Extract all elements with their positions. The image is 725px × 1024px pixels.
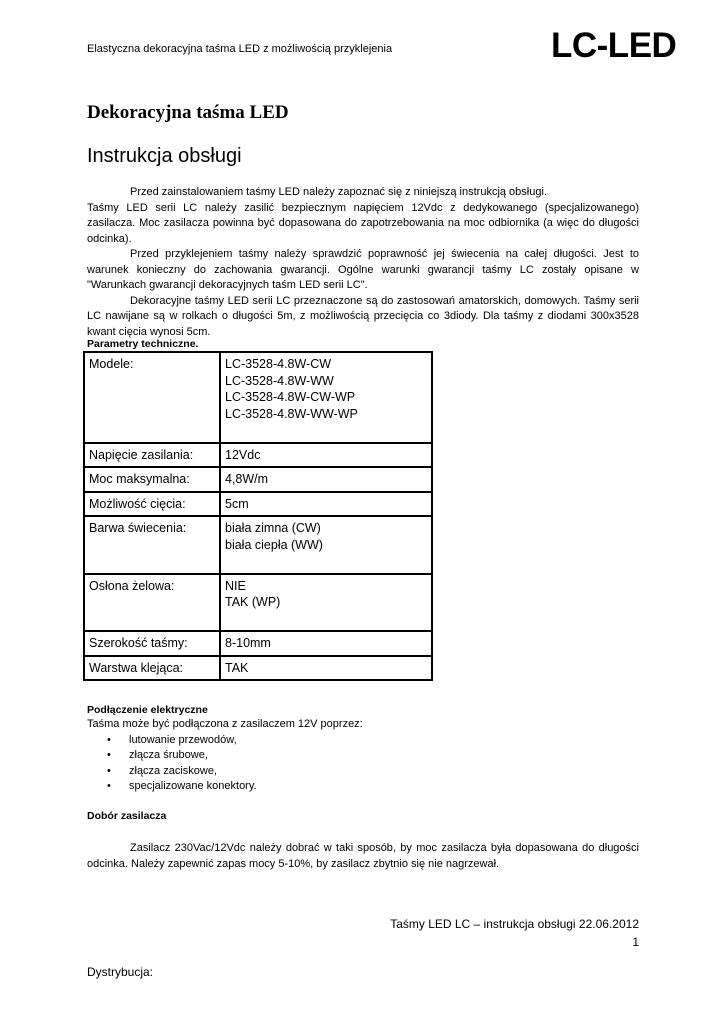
intro-paragraph: Taśmy LED serii LC należy zasilić bezpiecznym napięciem 12Vdc z dedykowanego (specjalizowanego) zasilacza. Moc zasilacza powinna być dopasowana do zapotrzebowania na moc odbiornika (a więc do długości odcinka).	[87, 201, 639, 245]
bullet-icon: •	[107, 734, 111, 746]
list-item	[87, 748, 257, 763]
param-value	[220, 467, 432, 492]
connection-title: Podłączenie elektryczne	[87, 704, 208, 716]
param-label: Możliwość cięcia:	[84, 492, 220, 517]
param-label: Modele:	[84, 352, 220, 443]
param-value-line: TAK	[225, 660, 249, 675]
param-value-line: biała zimna (CW)	[225, 521, 321, 535]
param-value-line: 12Vdc	[225, 447, 261, 462]
param-value-line: 4,8W/m	[225, 472, 269, 486]
list-item	[87, 764, 257, 779]
intro-paragraph: Dekoracyjne taśmy LED serii LC przeznaczone są do zastosowań amatorskich, domowych. Taśmy serii LC nawijane są w rolkach o długości 5m, z możliwością przecięcia co 3diody. Dla taśmy z diodami 300x3528 kwant cięcia wynosi 5cm.	[87, 294, 639, 338]
param-value	[220, 443, 432, 468]
intro-paragraph: Przed przyklejeniem taśmy należy sprawdzić poprawność jej świecenia na całej długości. Jest to warunek konieczny do zachowania gwarancji. Ogólne warunki gwarancji taśmy LC zostały opisane w "Warunkach gwarancji dekoracyjnych taśm LED serii LC".	[87, 248, 639, 291]
param-label: Barwa świecenia:	[84, 516, 220, 574]
param-label: Napięcie zasilania:	[84, 443, 220, 468]
param-value-line: LC-3528-4.8W-WW-WP	[225, 406, 358, 421]
param-value-line	[225, 553, 427, 570]
document-title: Dekoracyjna taśma LED	[87, 102, 289, 123]
param-value	[220, 492, 432, 517]
brand-logo-text: LC-LED	[551, 26, 677, 65]
intro-text	[87, 185, 639, 340]
table-row	[84, 467, 432, 492]
connection-list	[87, 733, 257, 794]
param-value-line: TAK (WP)	[225, 595, 281, 609]
param-value	[220, 656, 432, 681]
bullet-icon: •	[107, 779, 111, 792]
page-number: 1	[632, 935, 639, 949]
list-item-text: złącza zaciskowe,	[129, 764, 218, 777]
params-table	[83, 351, 433, 681]
header-title: Elastyczna dekoracyjna taśma LED z możliwością przyklejenia	[87, 43, 393, 55]
param-label: Szerokość taśmy:	[84, 631, 220, 656]
param-value-line: 8-10mm	[225, 636, 271, 650]
param-value	[220, 352, 432, 443]
param-value	[220, 516, 432, 574]
table-row	[84, 631, 432, 656]
intro-paragraph: Przed zainstalowaniem taśmy LED należy zapoznać się z niniejszą instrukcją obsługi.	[130, 186, 547, 198]
param-value-line: LC-3528-4.8W-CW	[225, 357, 332, 371]
table-row	[84, 516, 432, 574]
bullet-icon: •	[107, 749, 111, 762]
psu-text: Zasilacz 230Vac/12Vdc należy dobrać w taki sposób, by moc zasilacza była dopasowana do długości odcinka. Należy zapewnić zapas mocy 5-10%, by zasilacz zbytnio się nie nagrzewał.	[87, 842, 639, 870]
param-label: Osłona żelowa:	[84, 574, 220, 632]
table-row	[84, 574, 432, 632]
list-item	[87, 779, 257, 794]
connection-intro: Taśma może być podłączona z zasilaczem 12V poprzez:	[87, 718, 363, 730]
param-value	[220, 631, 432, 656]
param-label: Moc maksymalna:	[84, 467, 220, 492]
param-value-line	[225, 422, 427, 439]
table-row	[84, 492, 432, 517]
param-value-line: 5cm	[225, 496, 249, 511]
param-value-line: LC-3528-4.8W-WW	[225, 373, 334, 388]
section-title: Instrukcja obsługi	[87, 145, 242, 167]
footer-line: Taśmy LED LC – instrukcja obsługi 22.06.2012	[390, 917, 639, 931]
param-value-line: NIE	[225, 578, 246, 593]
table-row	[84, 656, 432, 681]
list-item-text: lutowanie przewodów,	[129, 734, 237, 746]
param-label: Warstwa klejąca:	[84, 656, 220, 681]
params-title: Parametry techniczne.	[87, 338, 199, 350]
param-value-line	[225, 611, 427, 628]
table-row	[84, 352, 432, 443]
list-item-text: specjalizowane konektory.	[129, 779, 257, 792]
list-item-text: złącza śrubowe,	[129, 749, 208, 762]
param-value-line: biała ciepła (WW)	[225, 537, 323, 552]
param-value	[220, 574, 432, 632]
list-item	[87, 733, 257, 748]
psu-title: Dobór zasilacza	[87, 810, 167, 822]
param-value-line: LC-3528-4.8W-CW-WP	[225, 390, 356, 404]
bullet-icon: •	[107, 764, 111, 777]
table-row	[84, 443, 432, 468]
distributor-label: Dystrybucja:	[87, 965, 154, 979]
